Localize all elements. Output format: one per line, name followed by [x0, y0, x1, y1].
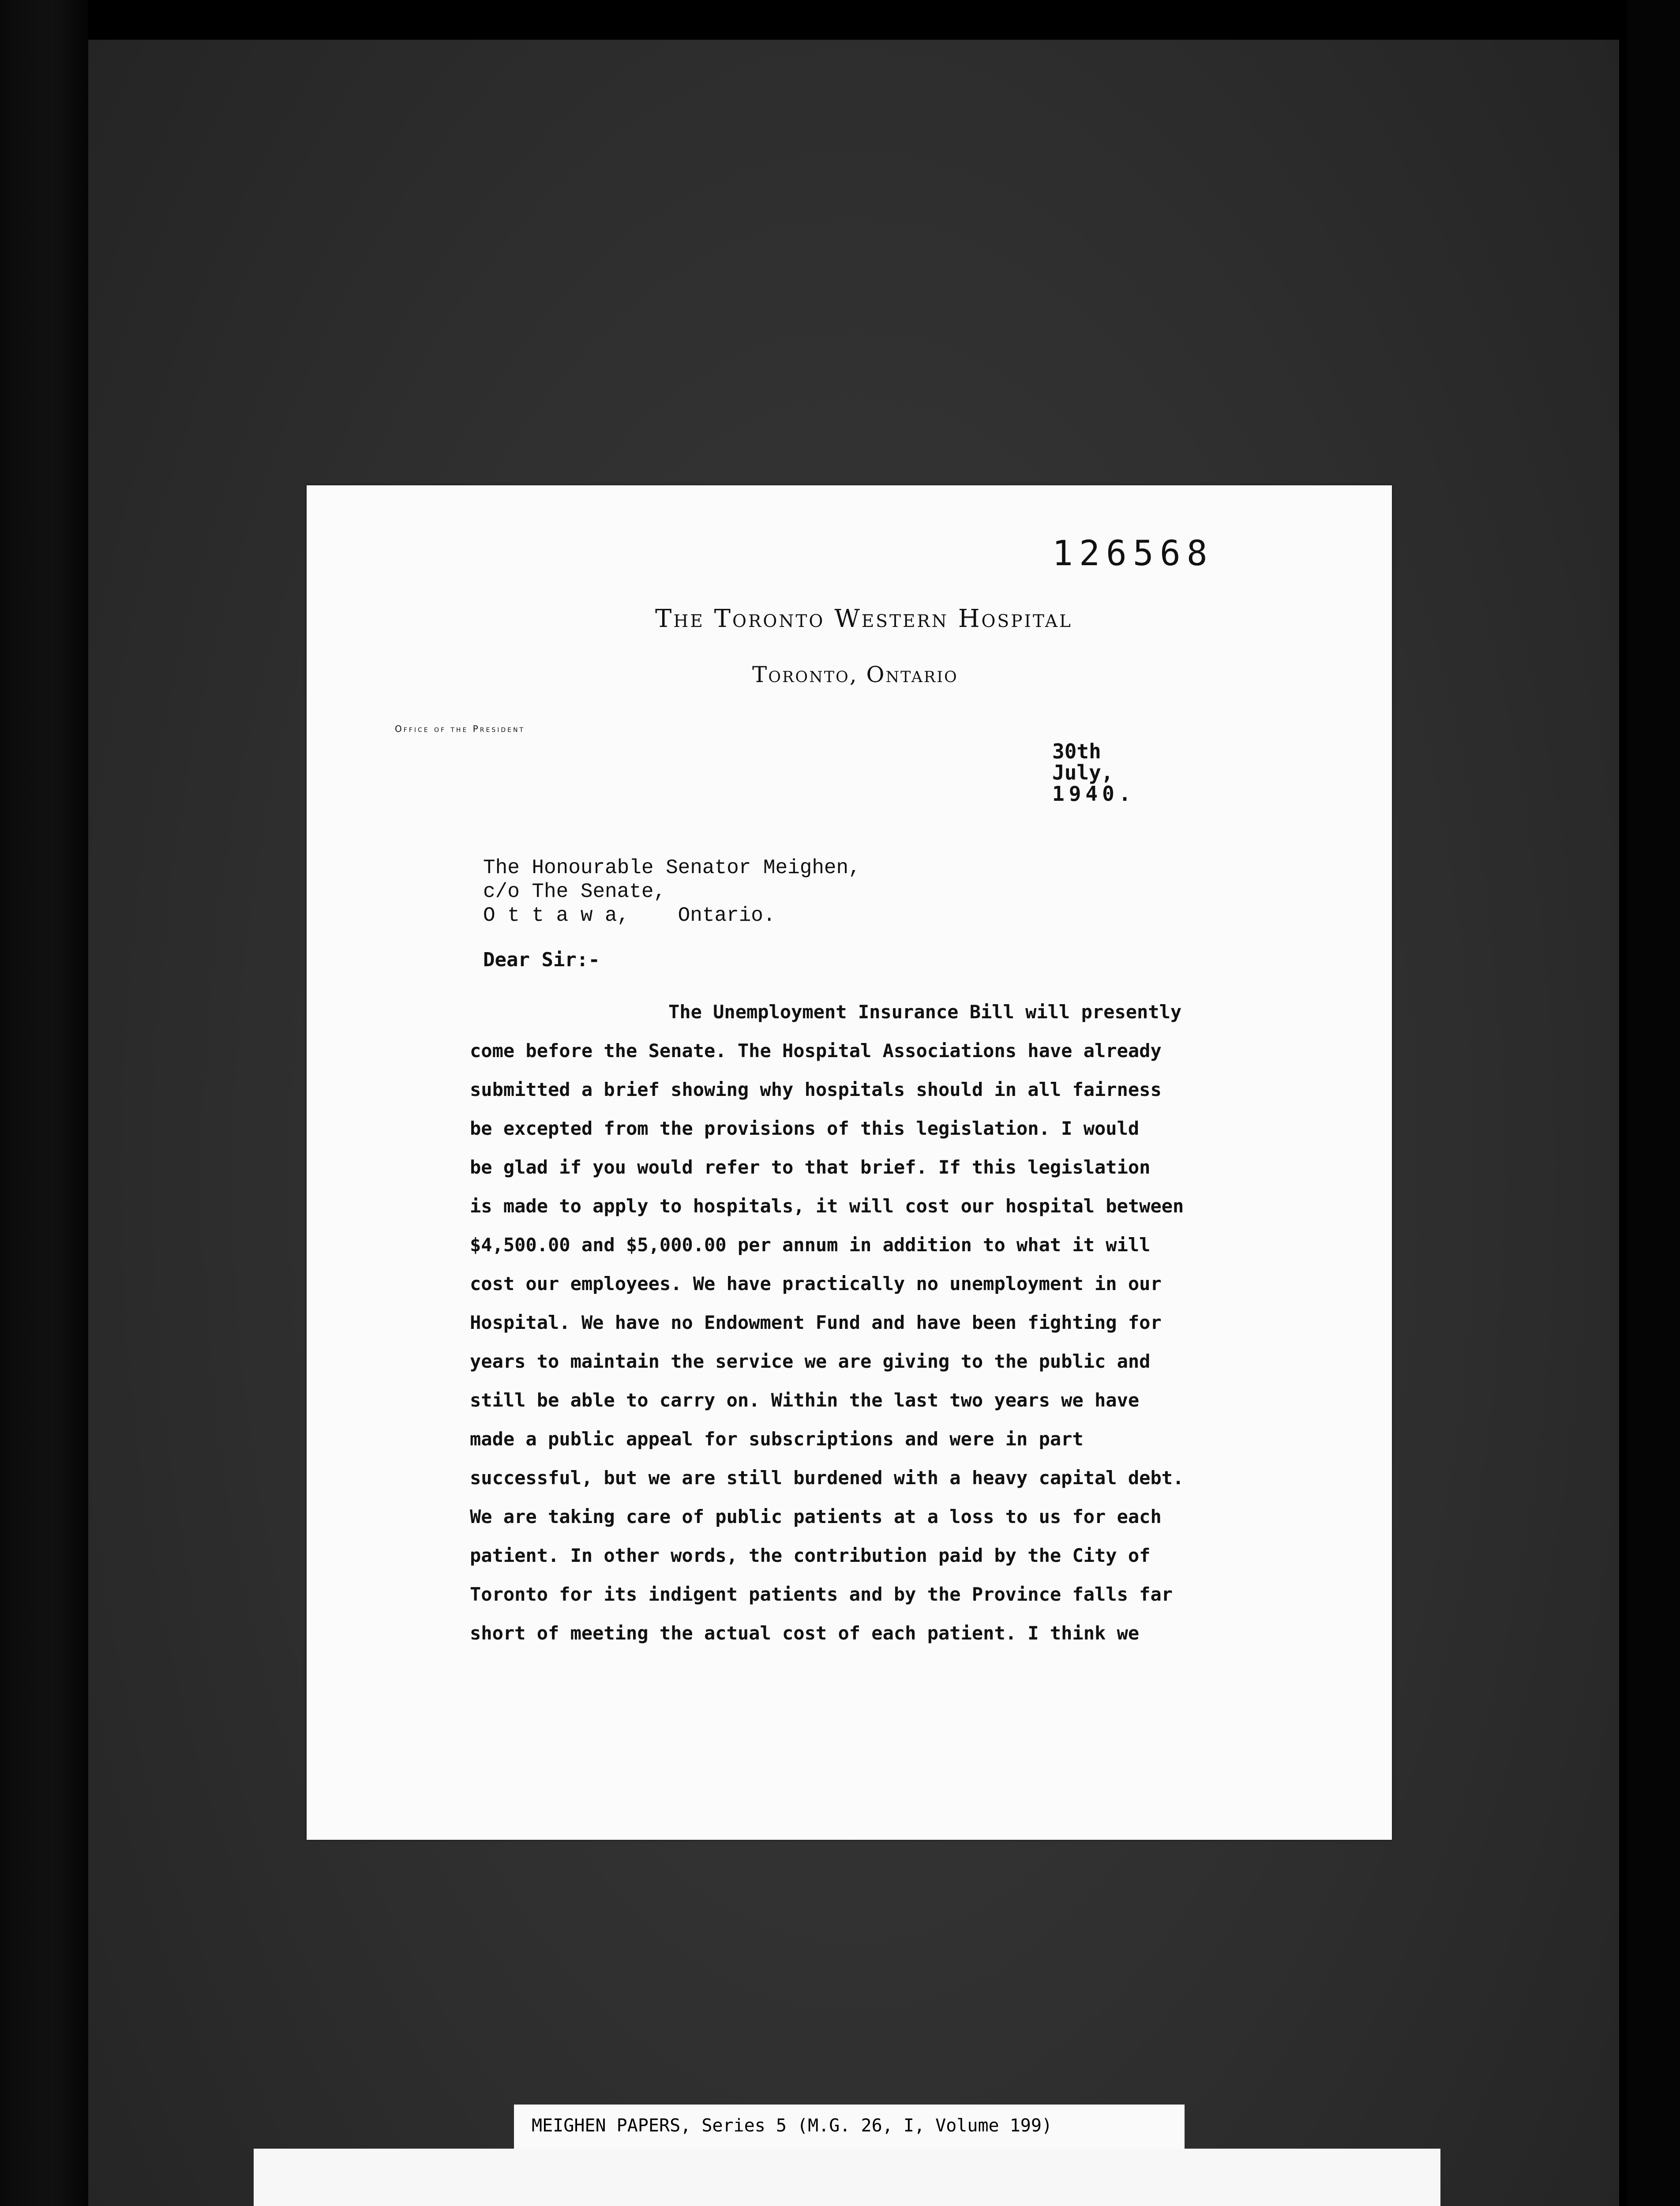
date-year: 1940. — [1052, 782, 1136, 806]
archives-label — [254, 2149, 1440, 2206]
body-line: still be able to carry on. Within the last two years we have — [470, 1389, 1140, 1411]
body-line: patient. In other words, the contribution paid by the City of — [470, 1545, 1151, 1566]
date-month: July, — [1052, 761, 1114, 784]
office-label: Office of the President — [395, 724, 525, 734]
body-line: years to maintain the service we are giving to the public and — [470, 1351, 1151, 1372]
reference-label — [514, 2105, 1185, 2151]
date-day: 30th — [1052, 739, 1101, 763]
body-line: We are taking care of public patients at a loss to us for each — [470, 1506, 1162, 1527]
address-line: The Honourable Senator Meighen, — [483, 856, 861, 879]
letter-body — [470, 993, 1352, 1653]
address-block — [483, 856, 861, 927]
body-line: short of meeting the actual cost of each patient. I think we — [470, 1622, 1140, 1644]
address-line: c/o The Senate, — [483, 880, 666, 903]
address-line: O t t a w a, Ontario. — [483, 904, 776, 927]
body-line: Hospital. We have no Endowment Fund and have been fighting for — [470, 1312, 1162, 1333]
salutation: Dear Sir:- — [483, 949, 600, 971]
body-line: made a public appeal for subscriptions and were in part — [470, 1428, 1084, 1450]
film-edge-right — [1627, 0, 1680, 2206]
body-line: successful, but we are still burdened with a heavy capital debt. — [470, 1467, 1184, 1489]
body-line: $4,500.00 and $5,000.00 per annum in addition to what it will — [470, 1234, 1151, 1256]
letterhead-name: The Toronto Western Hospital — [655, 604, 1072, 633]
letter-page — [307, 485, 1392, 1840]
body-line: be excepted from the provisions of this legislation. I would — [470, 1118, 1140, 1139]
document-number: 126568 — [1052, 534, 1214, 574]
body-line: cost our employees. We have practically no unemployment in our — [470, 1273, 1162, 1294]
body-line: be glad if you would refer to that brief. If this legislation — [470, 1156, 1151, 1178]
film-edge-left — [0, 0, 88, 2206]
reference-text: MEIGHEN PAPERS, Series 5 (M.G. 26, I, Volume 199) — [532, 2116, 1053, 2136]
body-line: Toronto for its indigent patients and by the Province falls far — [470, 1583, 1173, 1605]
letterhead-city: Toronto, Ontario — [752, 662, 958, 687]
body-line: The Unemployment Insurance Bill will presently — [668, 1001, 1182, 1023]
body-line: is made to apply to hospitals, it will cost our hospital between — [470, 1195, 1184, 1217]
body-line: submitted a brief showing why hospitals should in all fairness — [470, 1079, 1162, 1100]
body-line: come before the Senate. The Hospital Associations have already — [470, 1040, 1162, 1062]
